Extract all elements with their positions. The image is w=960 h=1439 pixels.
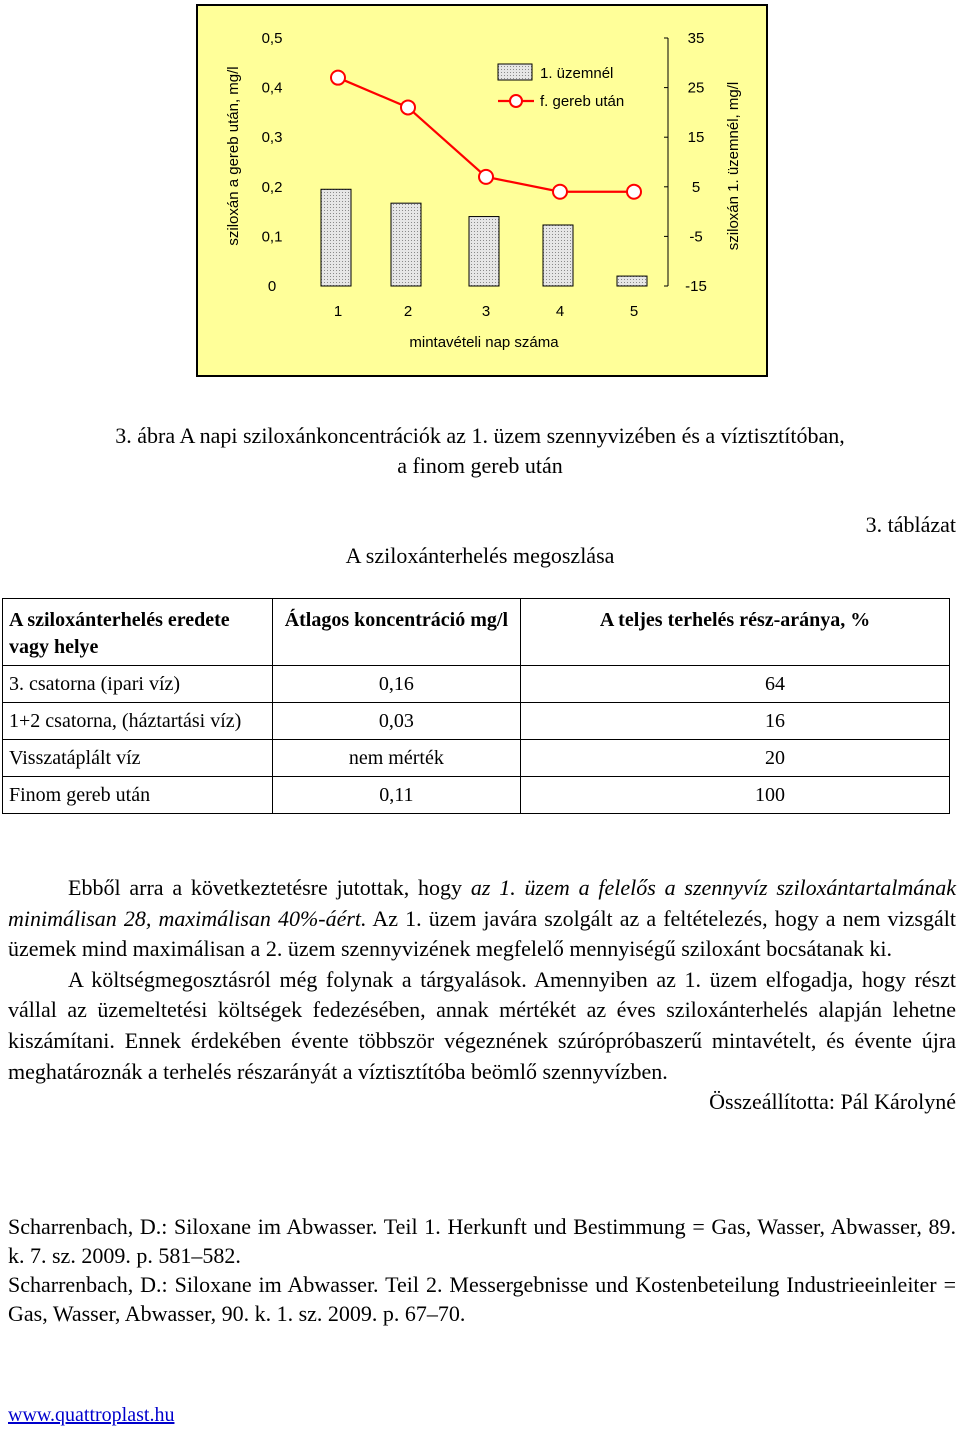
- bar: [617, 276, 647, 286]
- bar: [391, 203, 421, 286]
- left-tick-label: 0,4: [261, 79, 283, 97]
- table-cell: 20: [521, 740, 950, 777]
- reference-item: Scharrenbach, D.: Siloxane im Abwasser. Teil 2. Messergebnisse und Kostenbeteilung Industrieeinleiter = Gas, Wasser, Abwasser, 90. k. 1. sz. 2009. p. 67–70.: [8, 1272, 956, 1326]
- table-title: A sziloxánterhelés megoszlása: [345, 543, 615, 568]
- left-tick-label: 0,5: [261, 30, 283, 47]
- right-axis-title: sziloxán 1. üzemnél, mg/l: [725, 81, 742, 251]
- table-cell: 0,03: [272, 703, 521, 740]
- table-cell: 1+2 csatorna, (háztartási víz): [3, 703, 273, 740]
- x-tick-label: 3: [481, 303, 491, 320]
- table-cell: 0,16: [272, 666, 521, 703]
- table-cell: 0,11: [272, 777, 521, 814]
- paragraph-1-plain: Ebből arra a következtetésre jutottak, hogy: [68, 875, 471, 900]
- legend-bar-swatch: [498, 64, 532, 80]
- table-cell: Finom gereb után: [3, 777, 273, 814]
- siloxane-table: [2, 598, 950, 814]
- left-tick-label: 0: [267, 278, 277, 295]
- paragraph-1-italic: az 1. üzem a felelős a szennyvíz sziloxántartalmának minimálisan 28, maximálisan 40%-áért.: [8, 875, 956, 931]
- line-point: [479, 170, 493, 184]
- right-tick-label: -5: [689, 228, 703, 246]
- line-point: [401, 100, 415, 114]
- table-cell: 16: [521, 703, 950, 740]
- table-header-share: A teljes terhelés rész-aránya, %: [521, 599, 950, 666]
- left-tick-label: 0,3: [261, 129, 283, 147]
- table-cell: 3. csatorna (ipari víz): [3, 666, 273, 703]
- signer: Összeállította: Pál Károlyné: [709, 1089, 956, 1115]
- right-tick-label: 35: [687, 30, 705, 47]
- line-point: [553, 185, 567, 199]
- line-point: [331, 71, 345, 85]
- table-row: [3, 666, 950, 703]
- table-cell: nem mérték: [272, 740, 521, 777]
- table-cell: 64: [521, 666, 950, 703]
- bar: [321, 189, 351, 286]
- legend-line-marker: [510, 95, 522, 107]
- x-tick-label: 1: [333, 303, 343, 320]
- footer-link[interactable]: www.quattroplast.hu: [8, 1404, 175, 1426]
- table-number: 3. táblázat: [865, 512, 956, 537]
- x-tick-label: 4: [555, 303, 565, 320]
- x-tick-label: 2: [403, 303, 413, 320]
- bar: [543, 225, 573, 286]
- table-header-origin: A sziloxánterhelés eredete vagy helye: [3, 599, 273, 666]
- figure-caption-line1: 3. ábra A napi sziloxánkoncentrációk az 1. üzem szennyvizében és a víztisztítóban,: [115, 423, 845, 448]
- table-header-row: [3, 599, 950, 666]
- paragraph-1: [8, 873, 956, 965]
- right-tick-label: -15: [685, 278, 707, 295]
- legend-line-label: f. gereb után: [540, 93, 625, 110]
- right-tick-label: 25: [687, 79, 705, 97]
- x-tick-label: 5: [629, 303, 639, 320]
- table-row: [3, 703, 950, 740]
- reference-item: Scharrenbach, D.: Siloxane im Abwasser. Teil 1. Herkunft und Bestimmung = Gas, Wasser, Abwasser, 89. k. 7. sz. 2009. p. 581–582.: [8, 1214, 956, 1268]
- table-cell: Visszatáplált víz: [3, 740, 273, 777]
- chart-container: [196, 4, 768, 377]
- paragraph-1-rest: Az 1. üzem javára szolgált az a feltételezés, hogy a nem vizsgált üzemek mind maximálisan a 2. üzem szennyvizének megfelelő mennyiségű sziloxánt bocsátanak ki.: [8, 905, 956, 962]
- legend-bar-label: 1. üzemnél: [540, 65, 614, 82]
- x-axis-title: mintavételi nap száma: [409, 334, 559, 351]
- right-tick-label: 15: [687, 129, 705, 147]
- paragraph-2: A költségmegosztásról még folynak a tárgyalások. Amennyiben az 1. üzem elfogadja, hogy részt vállal az üzemeltetési költségek fedezésében, annak mértékét az éves sziloxánterhelés alapján lehetne kiszámítani. Ennek érdekében évente többször végeznének szúrópróbaszerű mintavételt, és évente újra meghatároznák a terhelés részarányát a víztisztítóba beömlő szennyvízben.: [8, 966, 956, 1084]
- combo-chart: [198, 6, 770, 379]
- body-text: [8, 873, 956, 1118]
- right-tick-label: 5: [691, 178, 701, 196]
- bar: [469, 217, 499, 286]
- table-row: [3, 777, 950, 814]
- left-axis-title: sziloxán a gereb után, mg/l: [225, 66, 242, 246]
- left-tick-label: 0,1: [261, 228, 283, 246]
- left-tick-label: 0,2: [261, 178, 283, 196]
- table-header-concentration: Átlagos koncentráció mg/l: [272, 599, 521, 666]
- references: [8, 1212, 956, 1328]
- table-row: [3, 740, 950, 777]
- figure-caption-line2: a finom gereb után: [397, 453, 563, 478]
- table-cell: 100: [521, 777, 950, 814]
- line-point: [627, 185, 641, 199]
